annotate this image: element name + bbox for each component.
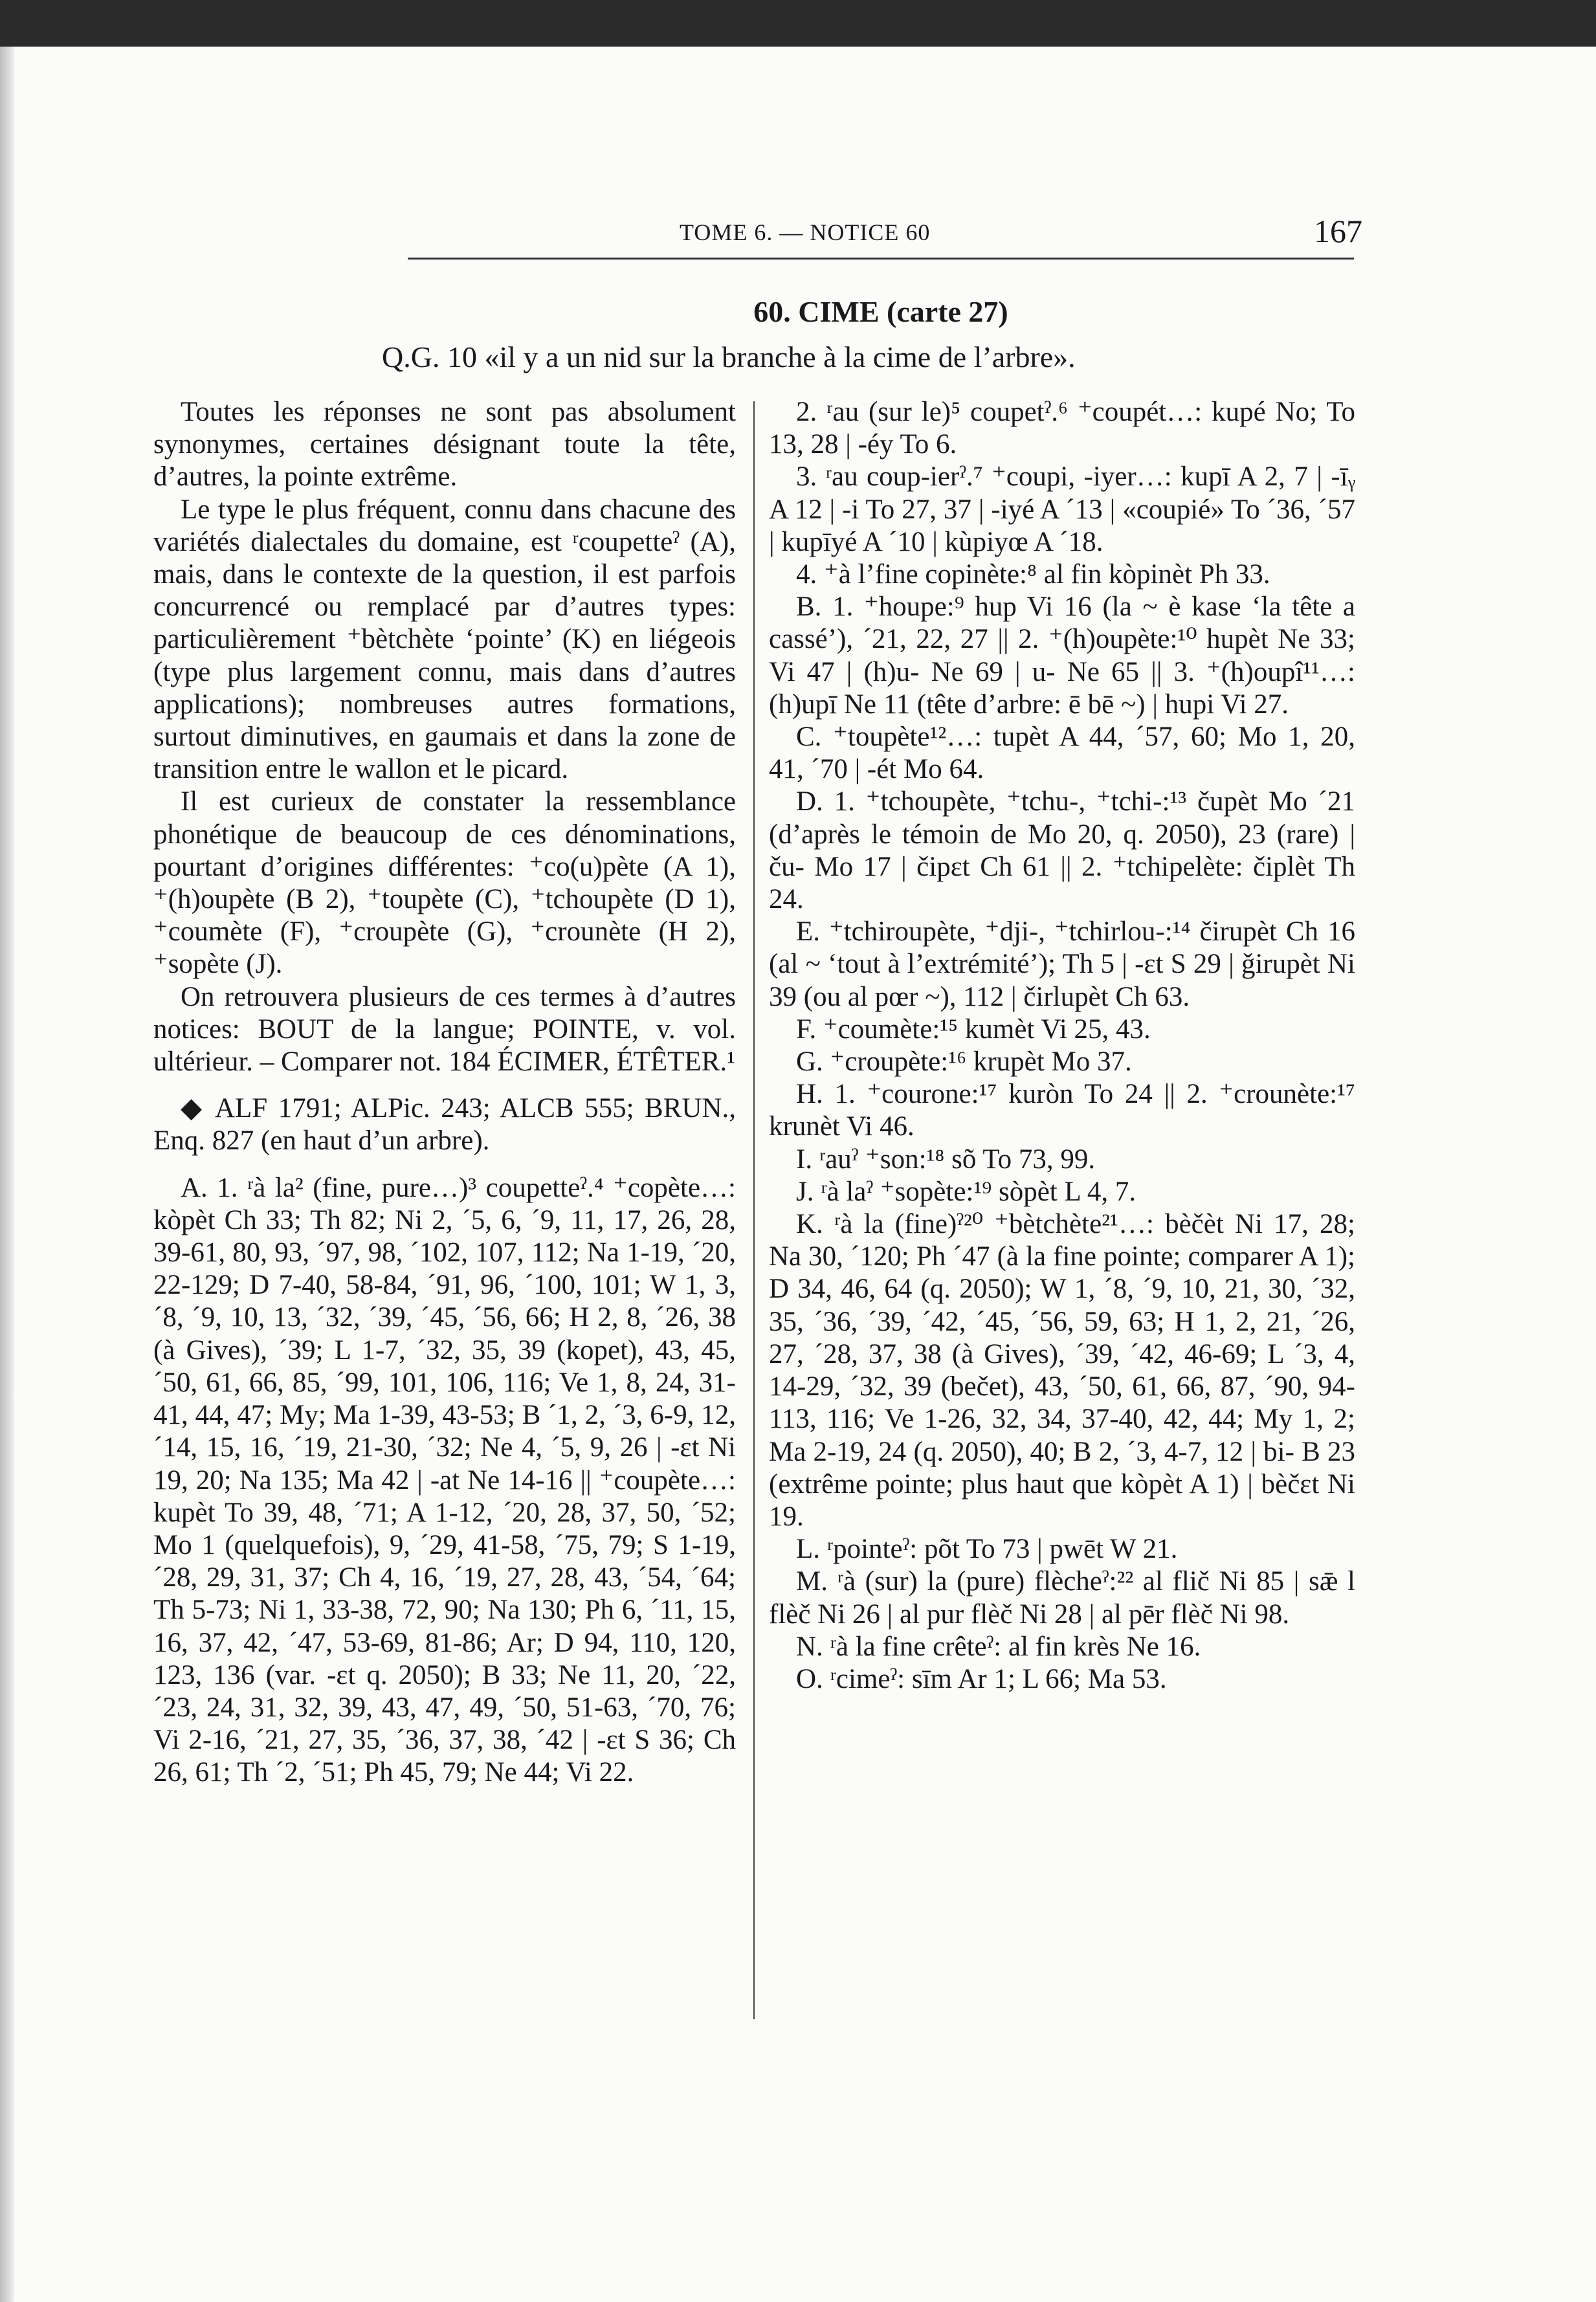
page-number: 167 — [1314, 213, 1362, 249]
entry-paragraph: K. ʳà la (fine)ˀ²⁰ ⁺bètchète²¹…: bèčèt Ni 17, 28; Na 30, ´120; Ph ´47 (à la fine pointe; comparer A 1); D 34, 46, 64 (q. 2050); W 1, ´8, ´9, 10, 21, 30, ´32, 35, ´36, ´39, ´42, ´45, ´56, 59, 63; H 1, 2, 21, ´26, 27, ´28, 37, 38 (à Gives), ´39, ´42, 46-69; L ´3, 4, 14-29, ´32, 39 (bečet), 43, ´50, 61, 66, 87, ´90, 94-113, 116; Ve 1-26, 32, 34, 37-40, 42, 44; My 1, 2; Ma 2-19, 24 (q. 2050), 40; B 2, ´3, 4-7, 12 | bi- B 23 (extrême pointe; plus haut que kòpèt A 1) | bèčɛt Ni 19. — [769, 1209, 1355, 1532]
bibliography-paragraph: ◆ ALF 1791; ALPic. 243; ALCB 555; BRUN., Enq. 827 (en haut d’un arbre). — [153, 1093, 736, 1157]
entry-paragraph: L. ʳpointeˀ: põt To 73 | pwēt W 21. — [796, 1534, 1178, 1565]
paragraph: Le type le plus fréquent, connu dans chacune des variétés dialectales du domaine, est ʳcoupetteˀ (A), mais, dans le contexte de la question, il est parfois concurrencé ou remplacé par d’autres types: particulièrement ⁺bètchète ‘pointe’ (K) en liégeois (type plus largement connu, mais dans d’autres applications); nombreuses autres formations, surtout diminutives, en gaumais et dans la zone de transition entre le wallon et le picard. — [153, 494, 736, 785]
running-header: TOME 6. — NOTICE 60 — [680, 219, 931, 245]
entry-paragraph: A. 1. ʳà la² (fine, pure…)³ coupetteˀ.⁴ ⁺copète…: kòpèt Ch 33; Th 82; Ni 2, ´5, 6, ´9, 11, 17, 26, 28, 39-61, 80, 93, ´97, 98, ´102, 107, 112; Na 1-19, ´20, 22-129; D 7-40, 58-84, ´91, 96, ´100, 101; W 1, 3, ´8, ´9, 10, 13, ´32, ´39, ´45, ´56, 66; H 2, 8, ´26, 38 (à Gives), ´39; L 1-7, ´32, 35, 39 (kopet), 43, 45, ´50, 61, 66, 85, ´99, 101, 106, 116; Ve 1, 8, 24, 31-41, 44, 47; My; Ma 1-39, 43-53; B ´1, 2, ´3, 6-9, 12, ´14, 15, 16, ´19, 21-30, ´32; Ne 4, ´5, 9, 26 | -ɛt Ni 19, 20; Na 135; Ma 42 | -at Ne 14-16 || ⁺coupète…: kupèt To 39, 48, ´71; A 1-12, ´20, 28, 37, 50, ´52; Mo 1 (quelquefois), 9, ´29, 41-58, ´75, 79; S 1-19, ´28, 29, 31, 37; Ch 4, 16, ´19, 27, 28, 43, ´54, ´64; Th 5-73; Ni 1, 33-38, 72, 90; Na 130; Ph 6, ´11, 15, 16, 37, 42, ´47, 53-69, 81-86; Ar; D 94, 110, 120, 123, 136 (var. -ɛt q. 2050); B 33; Ne 11, 20, ´22, ´23, 24, 31, 32, 39, 43, 47, 49, ´50, 51-63, ´70, 76; Vi 2-16, ´21, 27, 35, ´36, 37, 38, ´42 | -ɛt S 36; Ch 26, 61; Th ´2, ´51; Ph 45, 79; Ne 44; Vi 22. — [153, 1172, 736, 1788]
entry-paragraph: G. ⁺croupète:¹⁶ krupèt Mo 37. — [796, 1046, 1132, 1078]
entry-paragraph: B. 1. ⁺houpe:⁹ hup Vi 16 (la ~ è kase ‘la tête a cassé’), ´21, 22, 27 || 2. ⁺(h)oupète:¹⁰ hupèt Ne 33; Vi 47 | (h)u- Ne 69 | u- Ne 65 || 3. ⁺(h)oupî¹¹…: (h)upī Ne 11 (tête d’arbre: ē bē ~) | hupi Vi 27. — [769, 592, 1355, 720]
entry-paragraph: 4. ⁺à l’fine copinète:⁸ al fin kòpinèt Ph 33. — [796, 559, 1270, 590]
entry-paragraph: C. ⁺toupète¹²…: tupèt A 44, ´57, 60; Mo 1, 20, 41, ´70 | -ét Mo 64. — [769, 722, 1355, 785]
entry-paragraph: E. ⁺tchiroupète, ⁺dji-, ⁺tchirlou-:¹⁴ čirupèt Ch 16 (al ~ ‘tout à l’extrémité’); Th 5 | -ɛt S 29 | ǧirupèt Ni 39 (ou al pœr ~), 112 | čirlupèt Ch 63. — [769, 916, 1355, 1012]
right-column — [769, 396, 1355, 1696]
entry-paragraph: I. ʳauˀ ⁺son:¹⁸ sõ To 73, 99. — [796, 1144, 1096, 1175]
article-title: 60. CIME (carte 27) — [753, 295, 1008, 328]
left-column — [153, 396, 736, 1789]
entry-paragraph: O. ʳcimeˀ: sīm Ar 1; L 66; Ma 53. — [796, 1663, 1167, 1694]
entry-paragraph: H. 1. ⁺courone:¹⁷ kuròn To 24 || 2. ⁺crounète:¹⁷ krunèt Vi 46. — [769, 1079, 1355, 1142]
entry-paragraph: 2. ʳau (sur le)⁵ coupetˀ.⁶ ⁺coupét…: kupé No; To 13, 28 | -éy To 6. — [769, 397, 1355, 460]
paragraph: Toutes les réponses ne sont pas absolument synonymes, certaines désignant toute la tête, d’autres, la pointe extrême. — [153, 397, 736, 492]
header-rule — [408, 258, 1354, 260]
column-divider — [753, 401, 755, 2019]
paragraph: Il est curieux de constater la ressemblance phonétique de beaucoup de ces dénominations, pourtant d’origines différentes: ⁺co(u)pète (A 1), ⁺(h)oupète (B 2), ⁺toupète (C), ⁺tchoupète (D 1), ⁺coumète (F), ⁺croupète (G), ⁺crounète (H 2), ⁺sopète (J). — [153, 786, 736, 980]
entry-paragraph: 3. ʳau coup-ierˀ.⁷ ⁺coupi, -iyer…: kupī A 2, 7 | -īᵧ A 12 | -i To 27, 37 | -iyé A ´13 | «coupié» To ´36, ´57 | kupīyé A ´10 | kùpiyœ A ´18. — [769, 461, 1355, 557]
entry-paragraph: M. ʳà (sur) la (pure) flècheˀ:²² al flič Ni 85 | sǣ l flèč Ni 26 | al pur flèč Ni 28 | al pēr flèč Ni 98. — [769, 1566, 1355, 1630]
scan-left-edge — [0, 47, 14, 2302]
questionnaire-line: Q.G. 10 «il y a un nid sur la branche à la cime de l’arbre». — [382, 340, 1076, 373]
entry-paragraph: J. ʳà laˀ ⁺sopète:¹⁹ sòpèt L 4, 7. — [796, 1176, 1136, 1207]
scan-top-border — [0, 0, 1596, 47]
paragraph: On retrouvera plusieurs de ces termes à d’autres notices: BOUT de la langue; POINTE, v. vol. ultérieur. – Comparer not. 184 ÉCIMER, ÉTÊTER.¹ — [153, 981, 736, 1078]
entry-paragraph: D. 1. ⁺tchoupète, ⁺tchu-, ⁺tchi-:¹³ čupèt Mo ´21 (d’après le témoin de Mo 20, q. 2050), 23 (rare) | ču- Mo 17 | čipɛt Ch 61 || 2. ⁺tchipelète: čiplèt Th 24. — [769, 786, 1355, 915]
entry-paragraph: F. ⁺coumète:¹⁵ kumèt Vi 25, 43. — [796, 1013, 1151, 1045]
entry-paragraph: N. ʳà la fine crêteˀ: al fin krès Ne 16. — [796, 1631, 1201, 1662]
